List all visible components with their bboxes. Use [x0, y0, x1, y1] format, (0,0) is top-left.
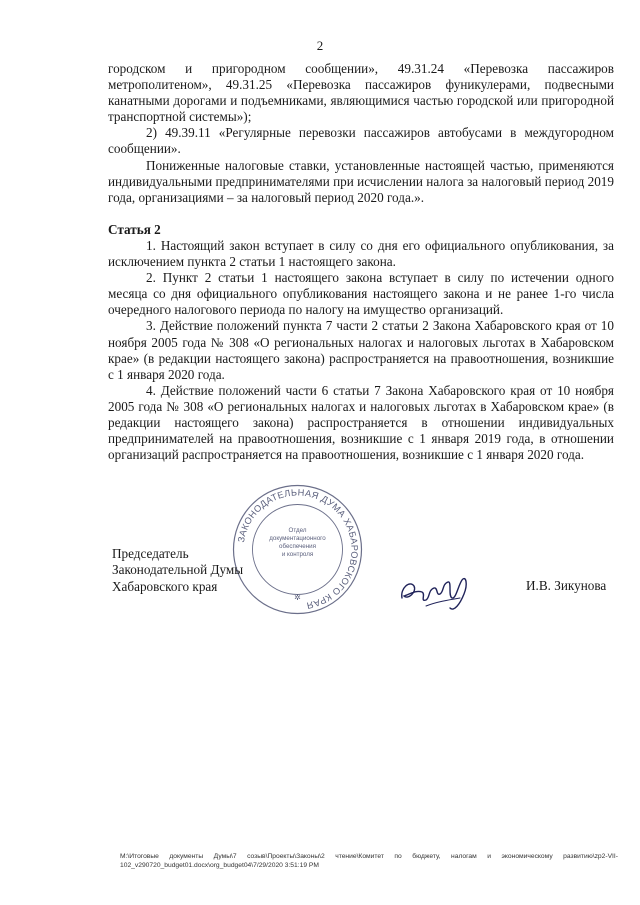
article-paragraph-3: 3. Действие положений пункта 7 части 2 статьи 2 Закона Хабаровского края от 10 ноября 2005 года № 308 «О региональных налогах и налоговых льготах в Хабаровском крае» (в редакции настоящего закона) распространяется на правоотношения, возникшие с 1 января 2020 года.: [108, 318, 614, 382]
article-heading: Статья 2: [108, 221, 161, 237]
signatory-name: И.В. Зикунова: [526, 578, 607, 593]
star-icon: ✲: [294, 593, 301, 602]
paragraph-continuation: городском и пригородном сообщении», 49.31.24 «Перевозка пассажиров метрополитеном», 49.31.25 «Перевозка пассажиров фуникулерами, подвесными канатными дорогами и подъемниками, являющимися частью городской или пригородной транспортной системы»);: [108, 61, 614, 125]
official-stamp: [230, 482, 365, 617]
signatory-title-line-1: Председатель: [112, 546, 189, 561]
signatory-title-line-2: Законодательной Думы: [112, 562, 244, 578]
paragraph-reduced-rates: Пониженные налоговые ставки, установленные настоящей частью, применяются индивидуальными предпринимателями при исчислении налога за налоговый период 2019 года, организациями – за налоговый период 2020 года.».: [108, 157, 614, 205]
footer-file-path: M:\Итоговые документы Думы\7 созыв\Проекты\Законы\2 чтение\Комитет по бюджету, налогам и экономическому развитию\zp2-VII-102_v290720_budget01.docx\org_budget04\7/29/2020 3:51:19 PM: [120, 853, 618, 869]
signatory-title-line-3: Хабаровского края: [112, 578, 218, 594]
stamp-inner-line-3: обеспечения: [279, 543, 316, 550]
paragraph-item-2: 2) 49.39.11 «Регулярные перевозки пассажиров автобусами в междугородном сообщении».: [108, 125, 614, 157]
stamp-inner-line-1: Отдел: [288, 527, 307, 534]
article-paragraph-2: 2. Пункт 2 статьи 1 настоящего закона вступает в силу по истечении одного месяца со дня официального опубликования настоящего закона и не ранее 1-го числа очередного налогового периода по налогу на имущество организаций.: [108, 270, 614, 318]
stamp-outer-text: ЗАКОНОДАТЕЛЬНАЯ ДУМА ХАБАРОВСКОГО КРАЯ: [235, 487, 360, 611]
page-number: 2: [316, 38, 324, 53]
document-body: [108, 61, 614, 463]
handwritten-signature: [396, 566, 476, 614]
stamp-inner-line-4: и контроля: [281, 551, 314, 558]
stamp-inner-line-2: документационного: [269, 535, 326, 542]
article-paragraph-1: 1. Настоящий закон вступает в силу со дня его официального опубликования, за исключением пункта 2 статьи 1 настоящего закона.: [108, 237, 614, 270]
article-paragraph-4: 4. Действие положений части 6 статьи 7 Закона Хабаровского края от 10 ноября 2005 года № 308 «О региональных налогах и налоговых льготах в Хабаровском крае» (в редакции настоящего закона) распространяется в отношении индивидуальных предпринимателей на правоотношения, возникшие с 1 января 2019 года, в отношении организаций распространяется на правоотношения, возникшие с 1 января 2020 года.: [108, 382, 614, 463]
signatory-title: [112, 546, 243, 595]
